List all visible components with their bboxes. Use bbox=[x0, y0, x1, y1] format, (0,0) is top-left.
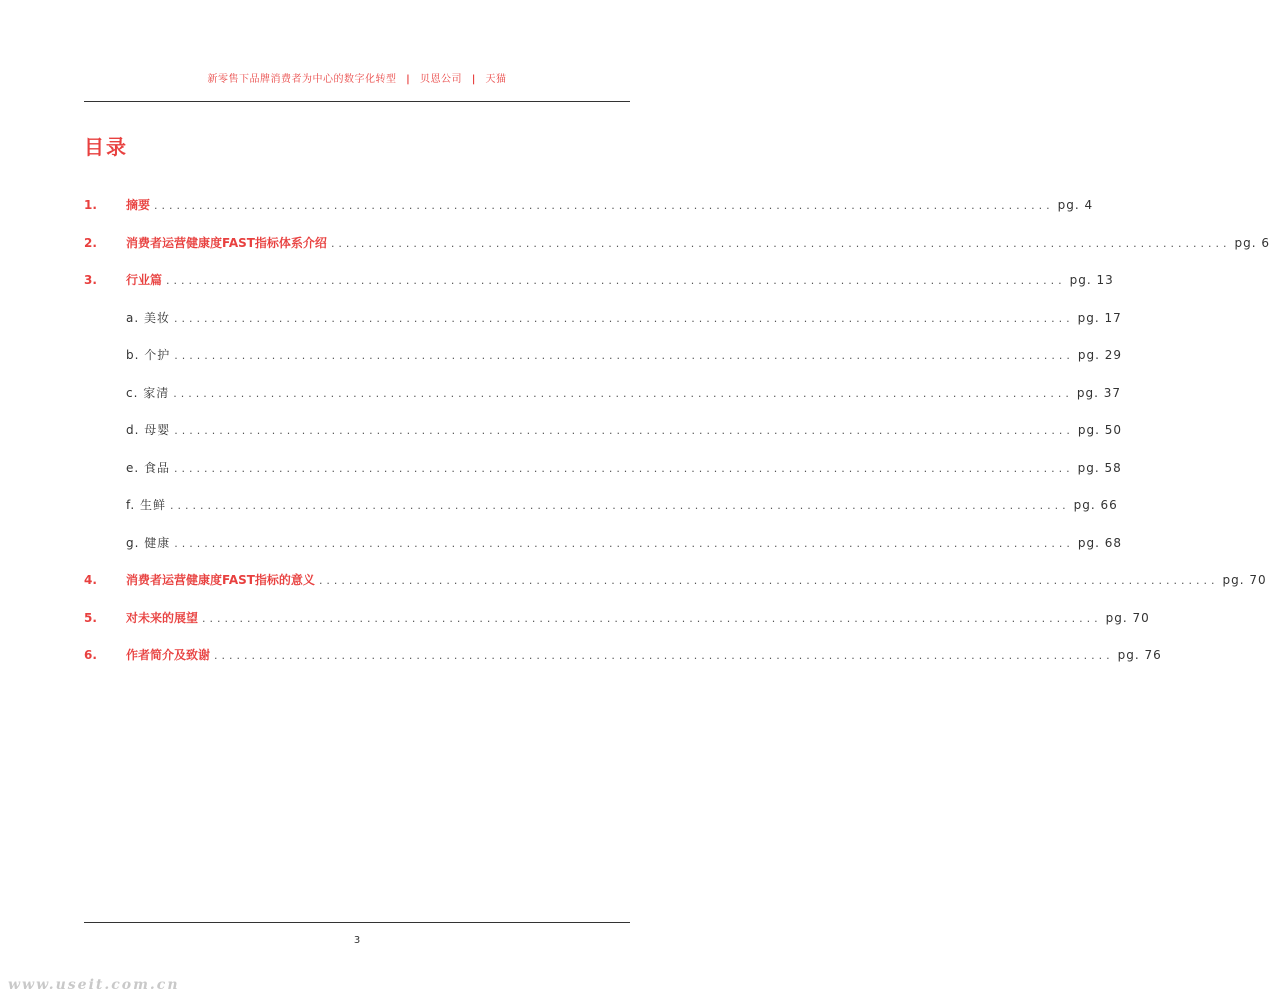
toc-entry[interactable] bbox=[84, 234, 1270, 256]
toc-leader-dots: ........................................................................................................................ bbox=[330, 236, 1231, 250]
toc-entry-label: 摘要 bbox=[126, 198, 151, 212]
toc-leader-dots: ........................................................................................................................ bbox=[174, 424, 1074, 437]
watermark: www.useit.com.cn bbox=[8, 977, 180, 993]
toc-entry-page: pg. 70 bbox=[1105, 610, 1150, 625]
toc-entry-page: pg. 68 bbox=[1077, 535, 1122, 550]
toc-entry-page: pg. 50 bbox=[1077, 423, 1122, 437]
toc-leader-dots: ........................................................................................................................ bbox=[173, 386, 1073, 400]
header-separator: | bbox=[406, 74, 411, 85]
toc-entry-number: 6. bbox=[84, 648, 97, 662]
toc-entry-label: b. 个护 bbox=[126, 348, 171, 362]
toc-entry[interactable] bbox=[84, 384, 1121, 406]
toc-leader-dots: ........................................................................................................................ bbox=[154, 199, 1054, 212]
toc-entry-number: 5. bbox=[84, 610, 97, 625]
toc-entry[interactable] bbox=[84, 421, 1122, 443]
toc-entry[interactable] bbox=[84, 346, 1122, 368]
toc-entry-page: pg. 13 bbox=[1069, 273, 1114, 287]
toc-entry-page: pg. 6 bbox=[1234, 235, 1270, 250]
toc-entry[interactable] bbox=[84, 459, 1122, 481]
toc-leader-dots: ........................................................................................................................ bbox=[173, 311, 1074, 325]
toc-entry[interactable] bbox=[84, 646, 1162, 668]
toc-entry[interactable] bbox=[84, 271, 1114, 293]
toc-entry[interactable] bbox=[84, 609, 1150, 631]
toc-leader-dots: ........................................................................................................................ bbox=[202, 611, 1102, 625]
toc-entry[interactable] bbox=[84, 534, 1122, 556]
running-header bbox=[84, 70, 630, 85]
toc-entry-label: f. 生鲜 bbox=[126, 498, 166, 512]
toc-leader-dots: ........................................................................................................................ bbox=[169, 499, 1070, 512]
toc-leader-dots: ........................................................................................................................ bbox=[174, 461, 1074, 475]
toc-entry-number: 4. bbox=[84, 573, 97, 587]
header-company: 贝恩公司 bbox=[420, 74, 462, 85]
page-title: 目录 bbox=[84, 135, 128, 159]
toc-leader-dots: ........................................................................................................................ bbox=[214, 649, 1114, 662]
toc-leader-dots: ........................................................................................................................ bbox=[174, 349, 1074, 362]
toc-entry-label: g. 健康 bbox=[126, 535, 171, 550]
footer-rule bbox=[84, 922, 630, 923]
page-number: 3 bbox=[353, 935, 361, 946]
toc-entry-label: e. 食品 bbox=[126, 460, 171, 475]
toc-entry-label: 消费者运营健康度FAST指标体系介绍 bbox=[126, 235, 327, 250]
toc-entry-label: a. 美妆 bbox=[126, 310, 170, 325]
toc-entry-page: pg. 17 bbox=[1077, 310, 1122, 325]
toc-leader-dots: ........................................................................................................................ bbox=[166, 274, 1066, 287]
toc-entry-page: pg. 66 bbox=[1073, 498, 1118, 512]
toc-entry-page: pg. 58 bbox=[1077, 460, 1122, 475]
toc-entry[interactable] bbox=[84, 496, 1118, 518]
toc-entry[interactable] bbox=[84, 571, 1267, 593]
toc-entry-page: pg. 76 bbox=[1117, 648, 1162, 662]
toc-leader-dots: ........................................................................................................................ bbox=[174, 536, 1074, 550]
toc-leader-dots: ........................................................................................................................ bbox=[318, 574, 1219, 587]
toc-entry-label: 行业篇 bbox=[126, 273, 163, 287]
toc-entry-page: pg. 4 bbox=[1057, 198, 1094, 212]
toc-entry-number: 3. bbox=[84, 273, 97, 287]
header-rule bbox=[84, 101, 630, 102]
header-separator: | bbox=[471, 74, 476, 85]
header-partner: 天猫 bbox=[485, 74, 507, 85]
toc-entry-number: 1. bbox=[84, 198, 97, 212]
toc-entry-page: pg. 37 bbox=[1076, 385, 1121, 400]
toc-entry-label: c. 家清 bbox=[126, 385, 170, 400]
toc-entry-label: 作者简介及致谢 bbox=[126, 648, 211, 662]
toc-entry-page: pg. 70 bbox=[1222, 573, 1267, 587]
toc-entry[interactable] bbox=[84, 309, 1122, 331]
header-title: 新零售下品牌消费者为中心的数字化转型 bbox=[207, 74, 397, 85]
toc-entry-label: d. 母婴 bbox=[126, 423, 171, 437]
toc-entry-page: pg. 29 bbox=[1077, 348, 1122, 362]
toc-entry-label: 消费者运营健康度FAST指标的意义 bbox=[126, 573, 315, 587]
toc-entry[interactable] bbox=[84, 196, 1094, 218]
toc-entry-label: 对未来的展望 bbox=[126, 610, 199, 625]
toc-entry-number: 2. bbox=[84, 235, 97, 250]
